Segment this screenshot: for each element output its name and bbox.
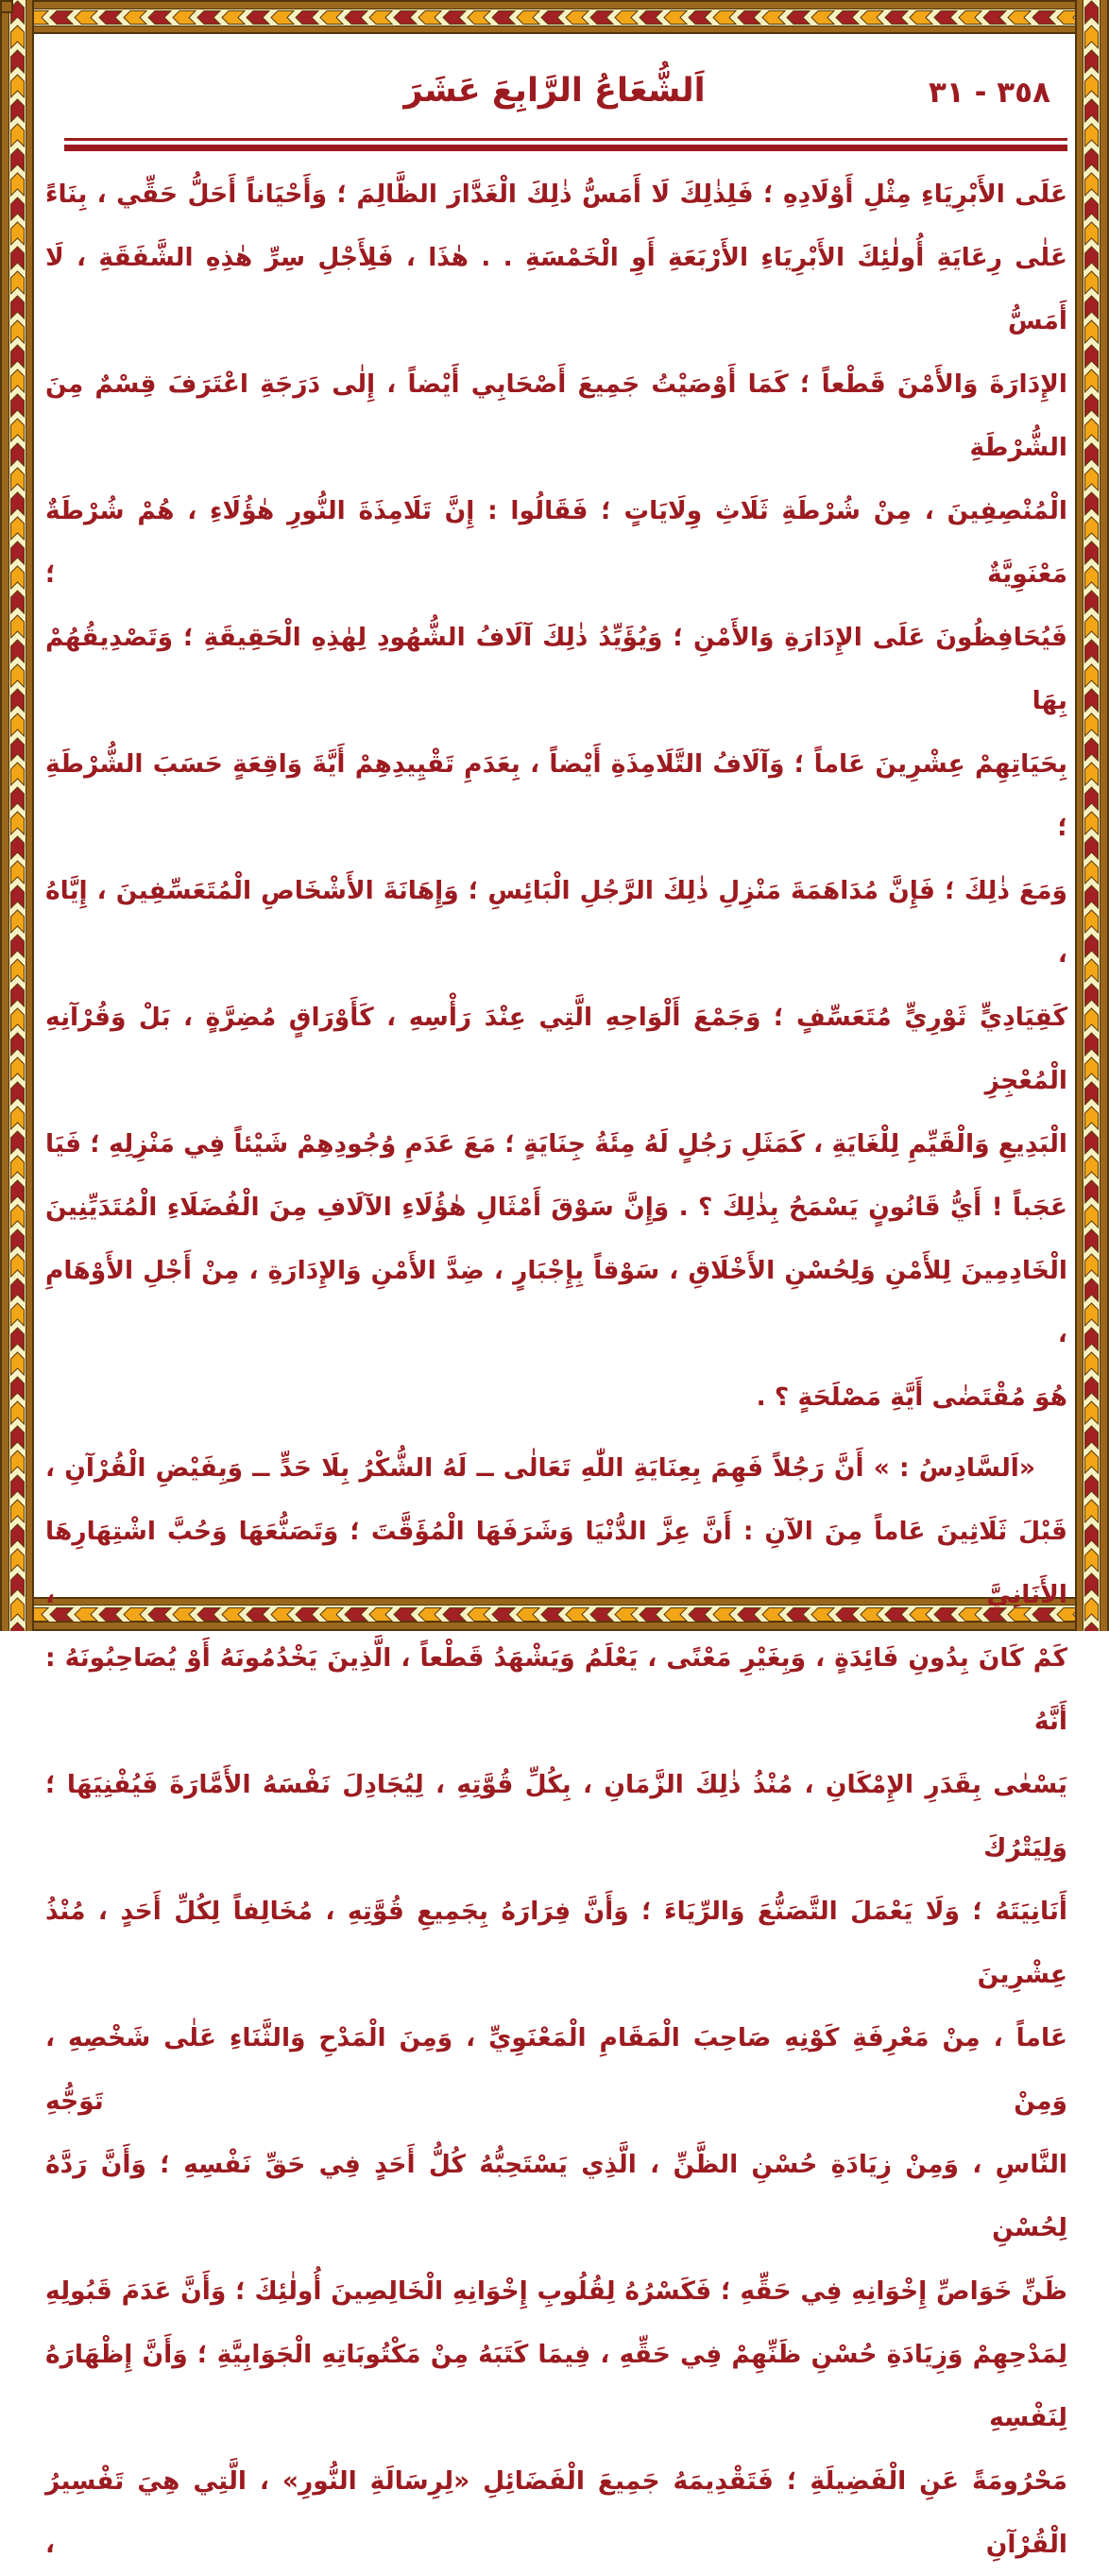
text-line: أَنَانِيَتَهُ ؛ وَلَا يَعْمَلَ التَّصَنُّعَ وَالرِّيَاءَ ؛ وَأَنَّ فِرَارَهُ بِجَمِيعِ قُوَّتِهِ ، مُخَالِفاً لِكُلِّ أَحَدٍ ، مُنْذُ عِشْرِينَ (45, 1897, 1067, 1989)
corner-finial (0, 0, 13, 13)
text-line: هُوَ مُقْتَضٰى أَيَّةِ مَصْلَحَةٍ ؟ . (756, 1382, 1067, 1412)
text-line: الْمُنْصِفِينَ ، مِنْ شُرْطَةِ ثَلَاثِ وِلَايَاتٍ ؛ فَقَالُوا : إِنَّ تَلَامِذَةَ النُّورِ هٰؤُلَاءِ ، هُمْ شُرْطَةٌ مَعْنَوِيَّةٌ ؛ (45, 496, 1067, 589)
text-line: فَيُحَافِظُونَ عَلَى الإِدَارَةِ وَالأَمْنِ ؛ وَيُؤَيِّدُ ذٰلِكَ آلَافُ الشُّهُودِ لِهٰذِهِ الْحَقِيقَةِ ؛ وَتَصْدِيقُهُمْ بِهَا (45, 623, 1067, 715)
text-line: الْخَادِمِينَ لِلأَمْنِ وَلِحُسْنِ الأَخْلَاقِ ، سَوْقاً بِإِجْبَارٍ ، ضِدَّ الأَمْنِ وَالإِدَارَةِ ، مِنْ أَجْلِ الأَوْهَامِ ، (45, 1256, 1067, 1348)
text-line: الإِدَارَةَ وَالأَمْنَ قَطْعاً ؛ كَمَا أَوْصَيْتُ جَمِيعَ أَصْحَابِي أَيْضاً ، إِلٰى دَرَجَةِ اعْتَرَفَ قِسْمٌ مِنَ الشُّرْطَةِ (45, 369, 1067, 462)
text-line: لِمَدْحِهِمْ وَزِيَادَةِ حُسْنِ ظَنِّهِمْ فِي حَقِّهِ ، فِيمَا كَتَبَهُ مِنْ مَكْتُوبَاتِهِ الْجَوَابِيَّةِ ؛ وَأَنَّ إِظْهَارَهُ لِنَفْسِهِ (45, 2340, 1067, 2432)
border-top-ornament (0, 0, 1109, 34)
page-title: اَلشُّعَاعُ الرَّابِعَ عَشَرَ (403, 72, 706, 110)
page-content (34, 34, 1075, 2559)
body-text (45, 163, 1067, 2576)
page-header (34, 34, 1075, 138)
border-left-ornament (0, 0, 34, 1631)
text-line: كَقِيَادِيٍّ ثَوْرِيٍّ مُتَعَسِّفٍ ؛ وَجَمْعَ أَلْوَاحِهِ الَّتِي عِنْدَ رَأْسِهِ ، كَأَوْرَاقٍ مُضِرَّةٍ ، بَلْ وَقُرْآنِهِ الْمُعْجِزِ (45, 1003, 1067, 1095)
paragraph (45, 163, 1067, 1429)
text-line: عَلٰى رِعَايَةِ أُولٰئِكَ الأَبْرِيَاءِ الأَرْبَعَةِ أَوِ الْخَمْسَةِ . . هٰذَا ، فَلِأَجْلِ سِرِّ هٰذِهِ الشَّفَقَةِ ، لَا أَمَسُّ (45, 243, 1067, 335)
paragraph (45, 1436, 1067, 2576)
text-line: الْبَدِيعِ وَالْقَيِّمِ لِلْغَايَةِ ، كَمَثَلِ رَجُلٍ لَهُ مِئَةُ جِنَايَةٍ ؛ مَعَ عَدَمِ وُجُودِهِمْ شَيْئاً فِي مَنْزِلِهِ ؛ فَيَا (45, 1129, 1067, 1159)
text-line: مَحْرُومَةً عَنِ الْفَضِيلَةِ ؛ فَتَقْدِيمَهُ جَمِيعَ الْفَضَائِلِ «لِرِسَالَةِ النُّورِ» ، الَّتِي هِيَ تَفْسِيرُ الْقُرْآنِ ، (45, 2466, 1067, 2559)
text-line: عَاماً ، مِنْ مَعْرِفَةِ كَوْنِهِ صَاحِبَ الْمَقَامِ الْمَعْنَوِيِّ ، وَمِنَ الْمَدْحِ وَالثَّنَاءِ عَلٰى شَخْصِهِ ، وَمِنْ تَوَجُّهِ (45, 2023, 1067, 2116)
divider-thick-rule (64, 145, 1067, 151)
text-line: عَجَباً ! أَيُّ قَانُونٍ يَسْمَحُ بِذٰلِكَ ؟ . وَإِنَّ سَوْقَ أَمْثَالِ هٰؤُلَاءِ الآلَافِ مِنَ الْفُضَلَاءِ الْمُتَدَيِّنِينَ (45, 1193, 1067, 1222)
header-divider (64, 138, 1067, 151)
text-line: قَبْلَ ثَلَاثِينَ عَاماً مِنَ الآنِ : أَنَّ عِزَّ الدُّنْيَا وَشَرَفَهَا الْمُؤَقَّتَ ؛ وَتَصَنُّعَهَا وَحُبَّ اشْتِهَارِهَا الأَنَانِيَّ ، (45, 1517, 1067, 1609)
text-line: يَسْعٰى بِقَدَرِ الإِمْكَانِ ، مُنْذُ ذٰلِكَ الزَّمَانِ ، بِكُلِّ قُوَّتِهِ ، لِيُجَادِلَ نَفْسَهُ الأَمَّارَةَ فَيُفْنِيَهَا ؛ وَلِيَتْرُكَ (45, 1770, 1067, 1863)
text-line: «اَلسَّادِسُ : » أَنَّ رَجُلاً فَهِمَ بِعِنَايَةِ اللّٰهِ تَعَالٰى ــ لَهُ الشُّكْرُ بِلَا حَدٍّ ــ وَبِفَيْضِ الْقُرْآنِ ، (45, 1453, 1035, 1483)
text-line: كَمْ كَانَ بِدُونِ فَائِدَةٍ ، وَبِغَيْرِ مَعْنًى ، يَعْلَمُ وَيَشْهَدُ قَطْعاً ، الَّذِينَ يَخْدُمُونَهُ أَوْ يُصَاحِبُونَهُ : أَنَّهُ (45, 1643, 1067, 1736)
text-line: النَّاسِ ، وَمِنْ زِيَادَةِ حُسْنِ الظَّنِّ ، الَّذِي يَسْتَحِبُّهُ كُلُّ أَحَدٍ فِي حَقِّ نَفْسِهِ ؛ وَأَنَّ رَدَّهُ لِحُسْنِ (45, 2150, 1067, 2242)
text-line: وَمَعَ ذٰلِكَ ؛ فَإِنَّ مُدَاهَمَةَ مَنْزِلِ ذٰلِكَ الرَّجُلِ الْبَائِسِ ؛ وَإِهَانَةَ الأَشْخَاصِ الْمُتَعَسِّفِينَ ، إِيَّاهُ ، (45, 876, 1067, 969)
page-number: ٣٥٨ - ٣١ (928, 76, 1050, 110)
divider-thin-rule (64, 138, 1067, 141)
border-right-ornament (1075, 0, 1109, 1631)
text-line: بِحَيَاتِهِمْ عِشْرِينَ عَاماً ؛ وَآلَافُ التَّلَامِذَةِ أَيْضاً ، بِعَدَمِ تَقْيِيدِهِمْ أَيَّةَ وَاقِعَةٍ حَسَبَ الشُّرْطَةِ ؛ (45, 749, 1067, 842)
text-line: ظَنِّ خَوَاصِّ إِخْوَانِهِ فِي حَقِّهِ ؛ فَكَسْرُهُ لِقُلُوبِ إِخْوَانِهِ الْخَالِصِينَ أُولٰئِكَ ؛ وَأَنَّ عَدَمَ قَبُولِهِ (45, 2276, 1067, 2306)
text-line: عَلَى الأَبْرِيَاءِ مِثْلِ أَوْلَادِهِ ؛ فَلِذٰلِكَ لَا أَمَسُّ ذٰلِكَ الْغَدَّارَ الظَّالِمَ ؛ وَأَحْيَاناً أَحَلُّ حَقِّي ، بِنَاءً (45, 180, 1067, 209)
